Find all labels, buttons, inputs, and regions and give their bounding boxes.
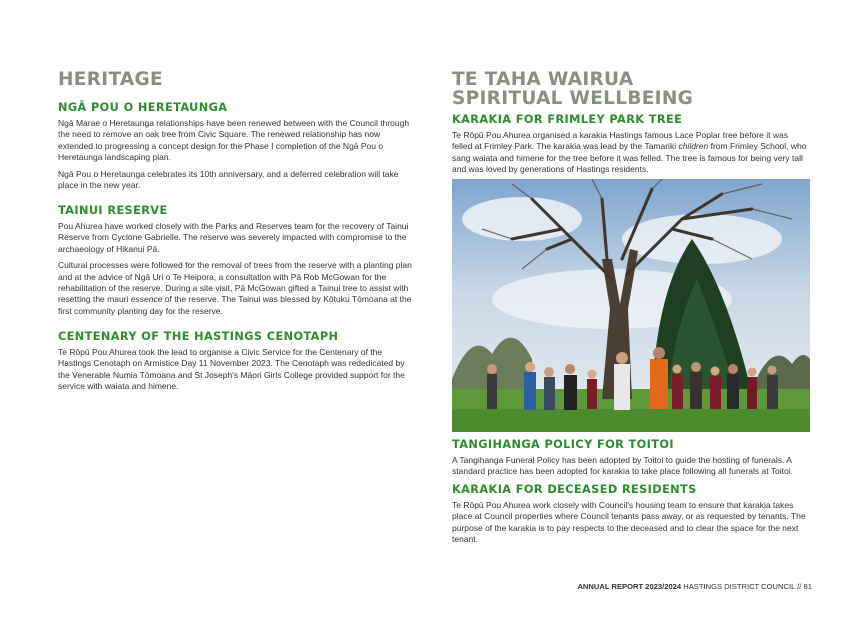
section-heading: NGĀ POU O HERETAUNGA [58, 101, 228, 114]
section-nga-pou [58, 101, 414, 191]
text: of the reserve. The Tainui was blessed by Kōtuku Tōmoana at the first community planting day for the reserve. [58, 294, 412, 316]
karakia-tree-photo [452, 179, 810, 432]
paragraph: Te Rōpū Pou Ahurea work closely with Council's housing team to ensure that karakia takes place at Council properties where Council tenants pass away, or as requested by tenants. The purpose of the karakia is to pay respects to the deceased and to clear the space for the next tenant. [452, 500, 806, 545]
emphasis-text: essence [130, 294, 163, 305]
paragraph: Pou Ahurea have worked closely with the Parks and Reserves team for the recovery of Tainui Reserve from Cyclone Gabrielle. The reserve was severely impacted with compromise to the archaeology of Hikanui Pā. [58, 221, 409, 254]
title-line: SPIRITUAL WELLBEING [452, 88, 694, 109]
section-cenotaph [58, 330, 414, 393]
report-title: ANNUAL REPORT 2023/2024 [577, 582, 682, 591]
text: Cultural processes were followed for the removal of trees from the reserve with a planting plan and at the advice of Ngā Uri o Te Heipora, a consultation with Pā Rob McGowan for the rehabilitation of the reserve. During a site visit, Pā McGowan gifted a Tainui tree to assist with resetting the mauri [58, 260, 412, 305]
photo-illustration [452, 179, 810, 432]
emphasis-text: children [678, 141, 709, 152]
section-frimley [452, 113, 810, 176]
text: Te Rōpū Pou Ahurea organised a karakia Hastings famous Lace Poplar tree before it was felled at Frimley Park. The karakia was lead by the Tamariki [452, 130, 788, 152]
page-footer [577, 582, 812, 591]
text: from Frimley School, who sang waiata and himene for the tree before it was felled. The tree is famous for being very tall and was loved by generations of Hastings residents. [452, 141, 807, 175]
paragraph: A Tangihanga Funeral Policy has been adopted by Toitoi to guide the hosting of funerals. A standard practice has been adopted for karakia to take place following all funerals at Toitoi. [452, 455, 793, 477]
heritage-title: HERITAGE [58, 69, 163, 90]
section-heading: TANGIHANGA POLICY FOR TOITOI [452, 438, 674, 451]
section-tangihanga [452, 438, 810, 478]
section-deceased-residents [452, 483, 810, 546]
section-heading: CENTENARY OF THE HASTINGS CENOTAPH [58, 330, 339, 343]
paragraph: Ngā Pou o Heretaunga celebrates its 10th anniversary, and a deferred celebration will take place in the new year. [58, 168, 399, 191]
section-tainui-reserve [58, 204, 414, 317]
title-line: TE TAHA WAIRUA [452, 69, 634, 90]
section-heading: KARAKIA FOR FRIMLEY PARK TREE [452, 113, 683, 126]
section-heading: KARAKIA FOR DECEASED RESIDENTS [452, 483, 697, 496]
paragraph: Ngā Marae o Heretaunga relationships have been renewed between with the Council through the need to remove an oak tree from Civic Square. The renewed relationship has now extended to progressing a concept design for the Phase I completion of the Ngā Pou o Heretaunga landscaping plan. [58, 118, 410, 163]
paragraph [452, 130, 810, 176]
organisation-name: HASTINGS DISTRICT COUNCIL [683, 582, 796, 591]
page-number: 81 [803, 582, 812, 591]
separator: // [797, 582, 802, 591]
section-heading: TAINUI RESERVE [58, 204, 168, 217]
paragraph [58, 260, 414, 317]
paragraph: Te Rōpū Pou Ahurea took the lead to organise a Civic Service for the Centenary of the Hastings Cenotaph on Armistice Day 11 November 2023. The Cenotaph was rededicated by the Venerable Numia Tōmoana and St Joseph's Māori Girls College provided support for the service with waiata and himene. [58, 347, 405, 392]
spiritual-wellbeing-title [452, 70, 693, 108]
